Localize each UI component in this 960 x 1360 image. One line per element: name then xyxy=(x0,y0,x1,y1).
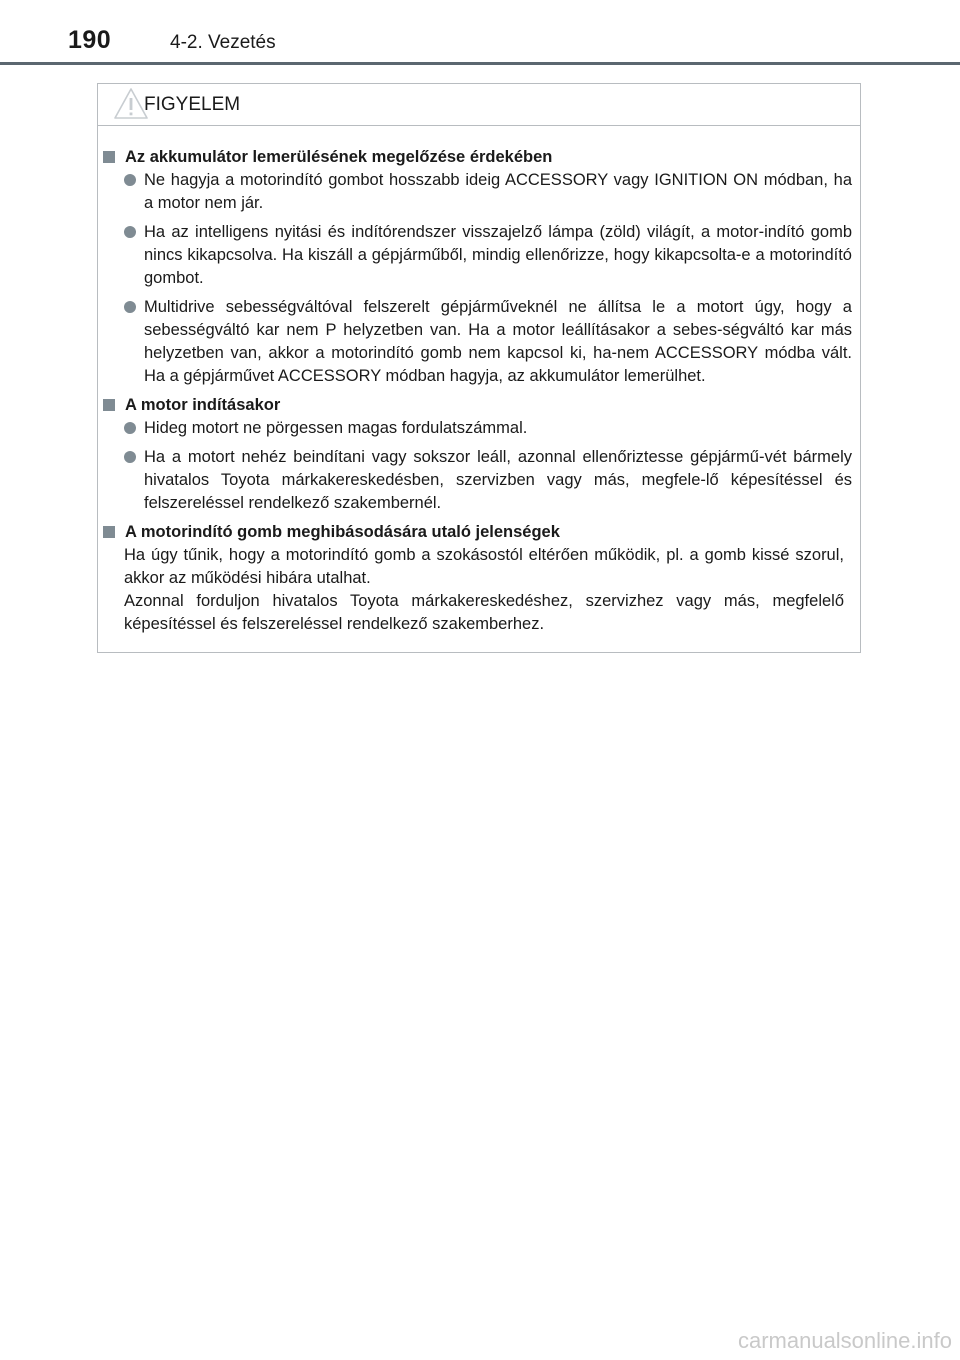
section-heading xyxy=(98,394,860,416)
section-title: 4-2. Vezetés xyxy=(170,32,276,53)
circle-bullet-icon xyxy=(124,301,136,313)
list-item xyxy=(98,417,860,440)
page-header xyxy=(0,0,960,70)
section-heading xyxy=(98,146,860,168)
square-bullet-icon xyxy=(103,526,115,538)
paragraph: Ha úgy tűnik, hogy a motorindító gomb a szokásostól eltérően működik, pl. a gomb kissé szorul, akkor az működési hibára utalhat. xyxy=(124,546,844,587)
warning-title: FIGYELEM xyxy=(144,94,241,115)
section-heading-text: A motor indításakor xyxy=(125,396,281,414)
list-item-text: Ha az intelligens nyitási és indítórendszer visszajelző lámpa (zöld) világít, a motor-indító gomb nincs kikapcsolva. Ha kiszáll a gépjárműből, mindig ellenőrizze, hogy kikapcsolta-e a motorindító gombot. xyxy=(144,223,852,287)
list-item xyxy=(98,169,860,215)
watermark: carmanualsonline.info xyxy=(737,1328,952,1353)
section-heading-text: A motorindító gomb meghibásodására utaló jelenségek xyxy=(125,523,560,541)
circle-bullet-icon xyxy=(124,226,136,238)
circle-bullet-icon xyxy=(124,174,136,186)
section-heading-text: Az akkumulátor lemerülésének megelőzése érdekében xyxy=(125,148,553,166)
circle-bullet-icon xyxy=(124,422,136,434)
paragraph: Azonnal forduljon hivatalos Toyota márkakereskedéshez, szervizhez vagy más, megfelelő képesítéssel és felszereléssel rendelkező szakemberhez. xyxy=(124,592,844,633)
circle-bullet-icon xyxy=(124,451,136,463)
page-number: 190 xyxy=(68,26,112,54)
warning-header xyxy=(98,84,860,126)
square-bullet-icon xyxy=(103,399,115,411)
list-item xyxy=(98,296,860,388)
list-item-text: Multidrive sebességváltóval felszerelt gépjárműveknél ne állítsa le a motort úgy, hogy a sebességváltó kar nem P helyzetben van. Ha a motor leállításakor a sebes-ségváltó kar más helyzetben van, akkor a motorindító gomb nem kapcsol ki, ha-nem ACCESSORY módba vált. Ha a gépjárművet ACCESSORY módban hagyja, az akkumulátor lemerülhet. xyxy=(144,298,852,385)
square-bullet-icon xyxy=(103,151,115,163)
list-item xyxy=(98,446,860,515)
header-rule xyxy=(0,62,960,65)
list-item-text: Ne hagyja a motorindító gombot hosszabb ideig ACCESSORY vagy IGNITION ON módban, ha a motor nem jár. xyxy=(144,171,852,212)
warning-box xyxy=(97,83,861,653)
list-item-text: Hideg motort ne pörgessen magas fordulatszámmal. xyxy=(144,419,528,437)
list-item-text: Ha a motort nehéz beindítani vagy sokszor leáll, azonnal ellenőriztesse gépjármű-vét bármely hivatalos Toyota márkakereskedésben, szervizben vagy más, megfele-lő képesítéssel és felszereléssel rendelkező szakembernél. xyxy=(144,448,852,512)
list-item xyxy=(98,221,860,290)
warning-content xyxy=(98,146,860,636)
section-heading xyxy=(98,521,860,543)
